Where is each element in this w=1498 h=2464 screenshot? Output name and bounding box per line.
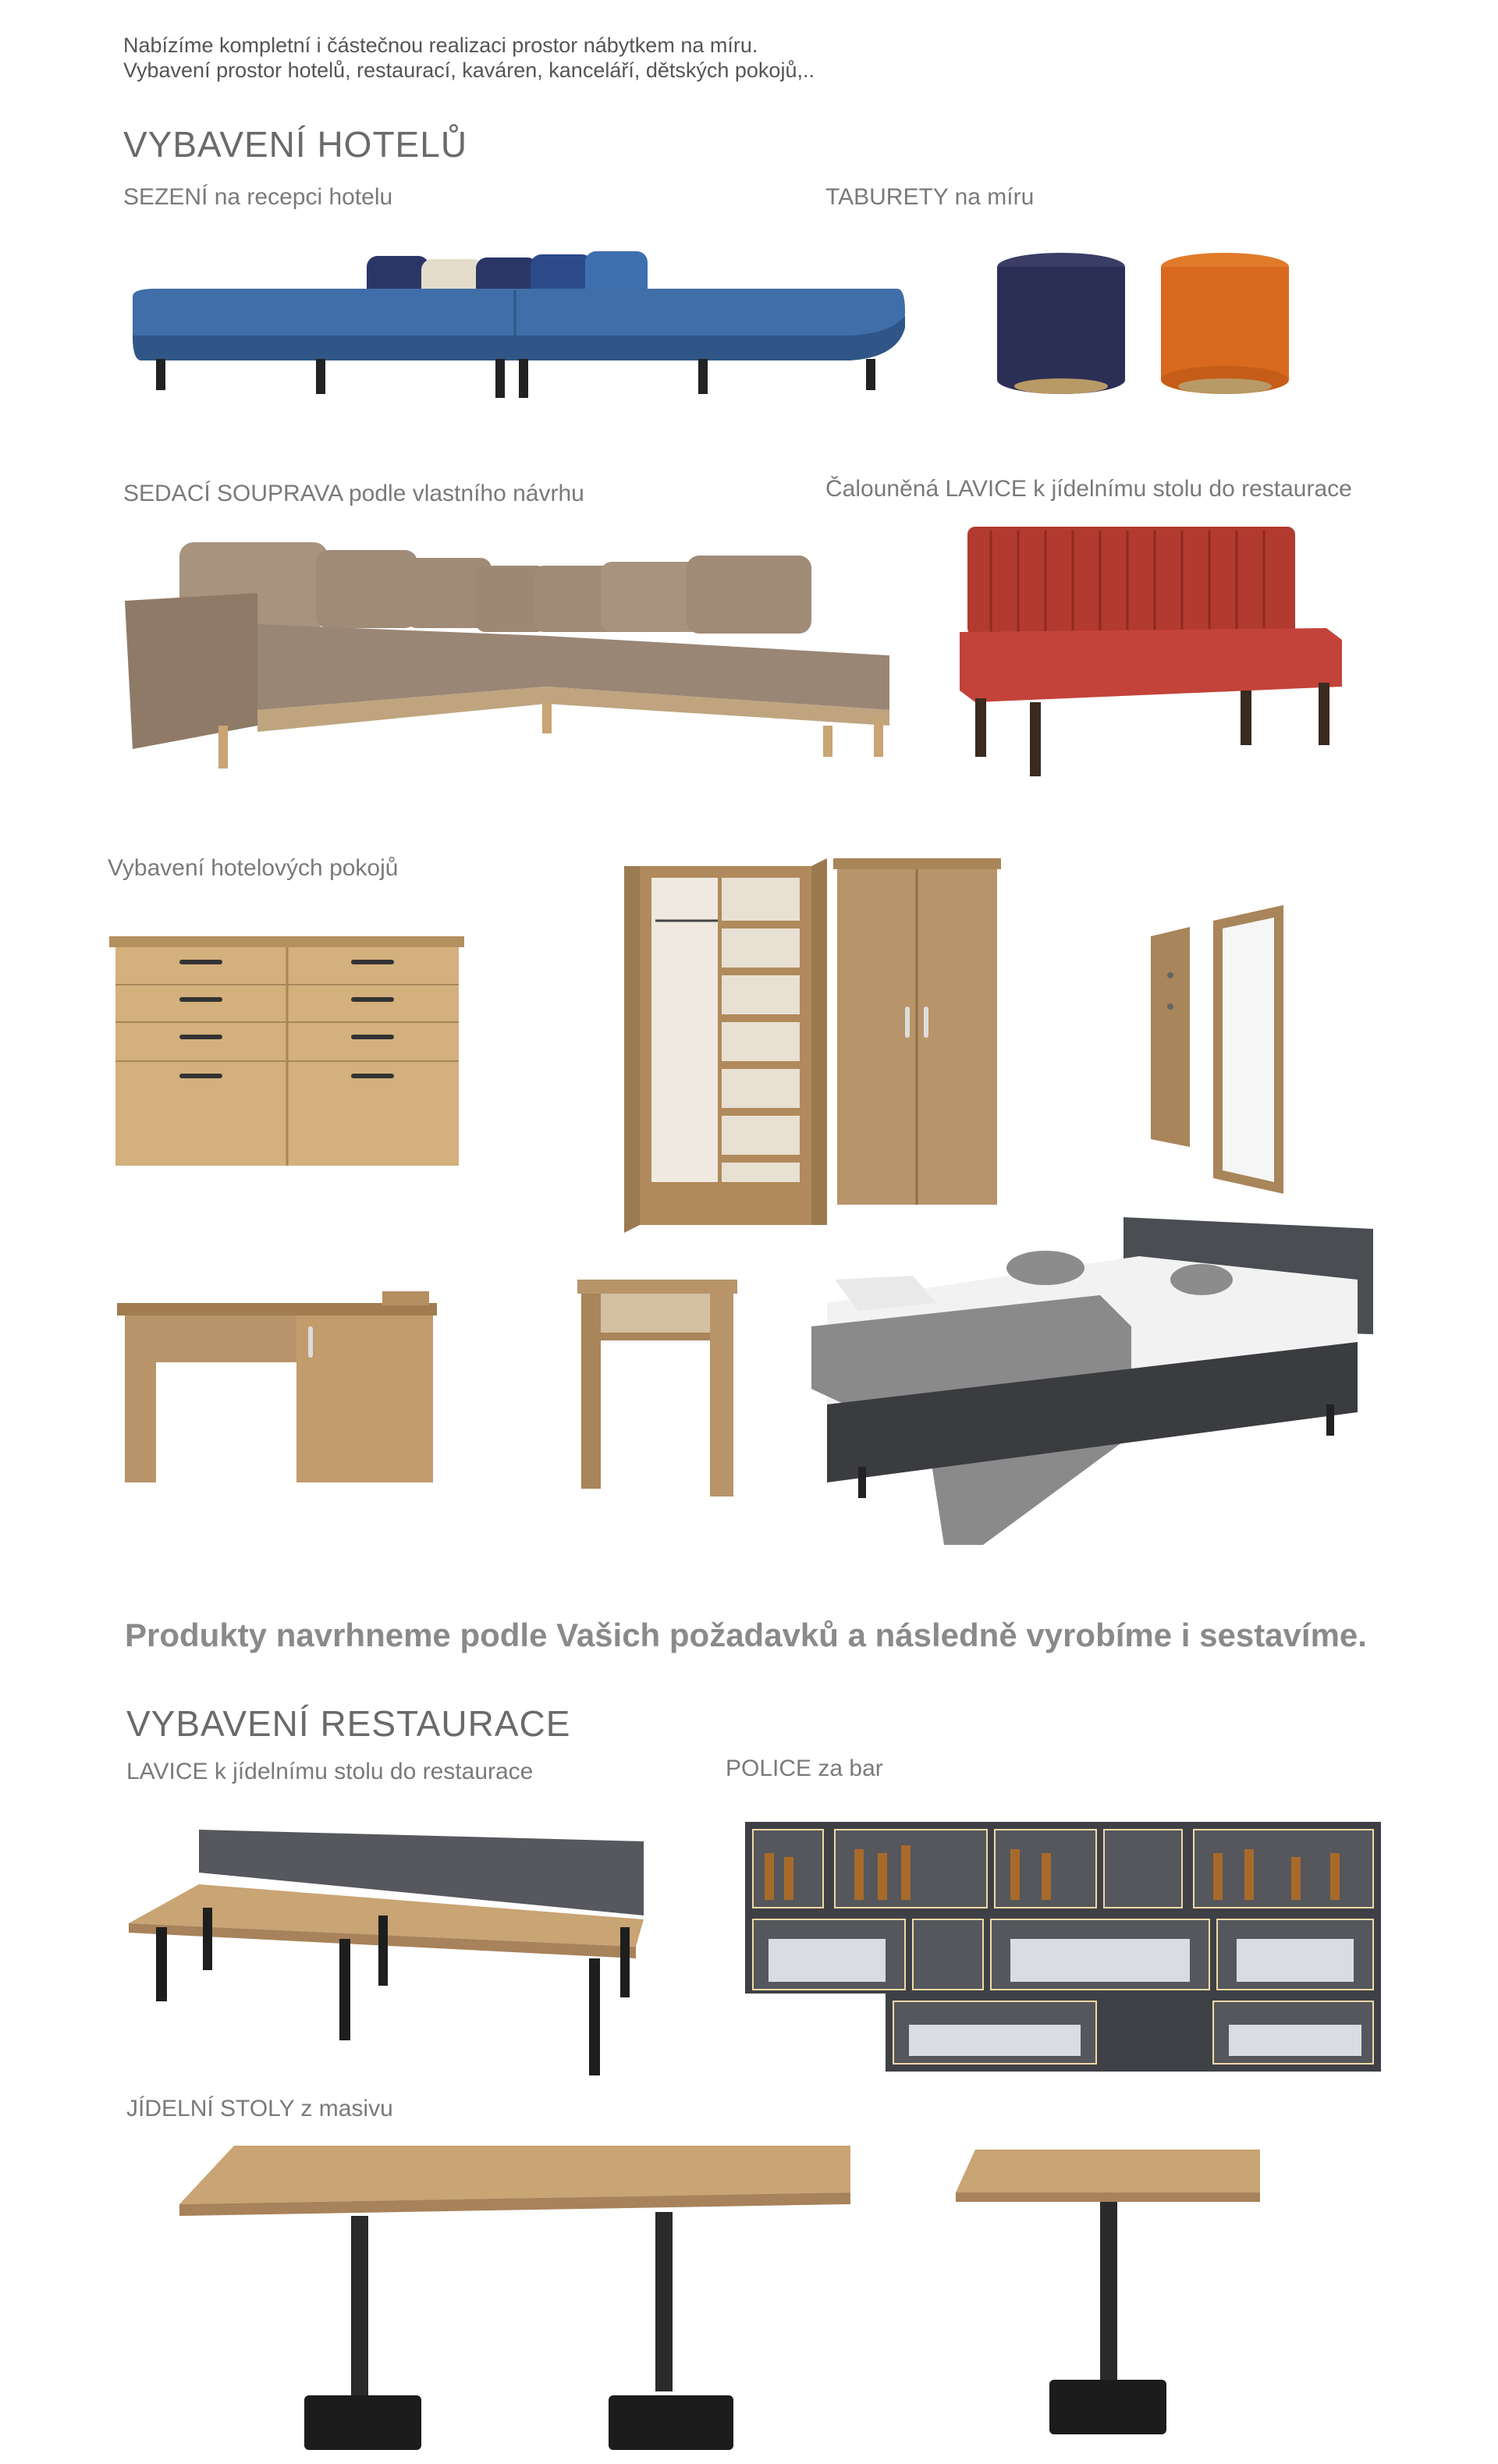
desk-image — [117, 1287, 445, 1490]
restaurant-bench-label: LAVICE k jídelnímu stolu do restaurace — [126, 1759, 534, 1784]
bed-image — [811, 1209, 1373, 1560]
nightstand-image — [577, 1280, 741, 1498]
corner-sofa-image — [125, 531, 889, 796]
open-wardrobe-image — [624, 858, 827, 1233]
large-table-image — [179, 2146, 858, 2458]
stools-image — [991, 250, 1303, 398]
dining-tables-label: JÍDELNÍ STOLY z masivu — [126, 2096, 393, 2121]
bar-shelves-label: POLICE za bar — [726, 1756, 883, 1781]
sofa-set-label: SEDACÍ SOUPRAVA podle vlastního návrhu — [123, 481, 584, 506]
intro-line-1: Nabízíme kompletní i částečnou realizaci prostor nábytkem na míru. — [123, 34, 758, 57]
red-bench-image — [960, 523, 1350, 780]
upholstered-bench-label: Čalouněná LAVICE k jídelnímu stolu do restaurace — [825, 476, 1352, 502]
restaurant-bench-image — [129, 1830, 651, 2095]
small-table-image — [956, 2150, 1268, 2438]
reception-sofa-image — [125, 242, 913, 414]
room-equipment-label: Vybavení hotelových pokojů — [108, 855, 399, 881]
drawer-chest-image — [109, 936, 468, 1170]
tagline: Produkty navrhneme podle Vašich požadavků a následně vyrobíme i sestavíme. — [125, 1617, 1367, 1653]
intro-text — [123, 33, 815, 83]
mirror-image — [1147, 905, 1303, 1202]
hotels-heading: VYBAVENÍ HOTELŮ — [123, 124, 468, 165]
stools-label: TABURETY na míru — [825, 184, 1035, 210]
reception-seating-label: SEZENÍ na recepci hotelu — [123, 184, 393, 210]
closed-wardrobe-image — [833, 858, 1005, 1209]
intro-line-2: Vybavení prostor hotelů, restaurací, kaváren, kanceláří, dětských pokojů,.. — [123, 59, 815, 82]
bar-shelves-image — [745, 1822, 1385, 2072]
restaurant-heading: VYBAVENÍ RESTAURACE — [126, 1703, 571, 1744]
